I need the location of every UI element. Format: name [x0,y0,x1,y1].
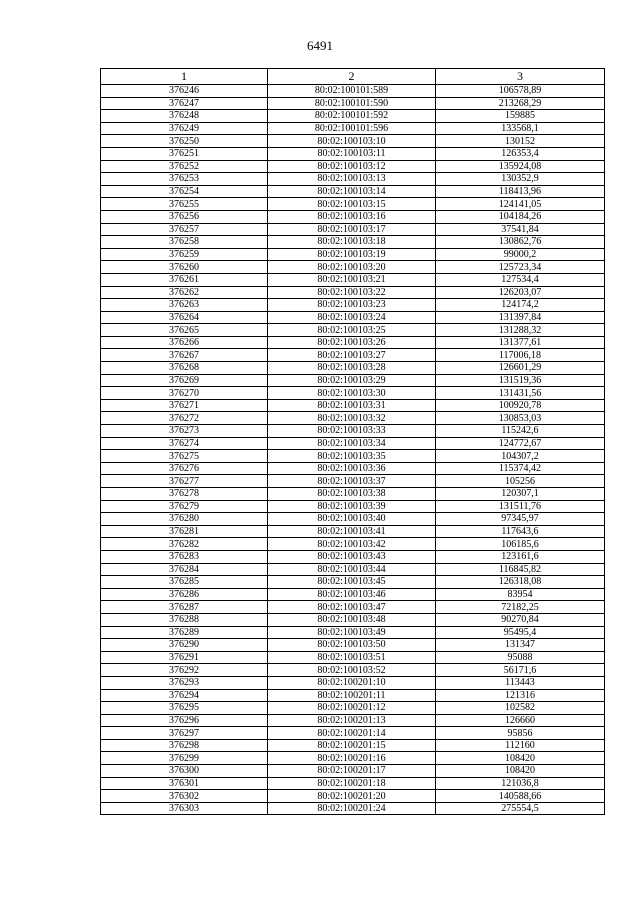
value-cell: 126353,4 [436,147,605,160]
table-row [101,513,605,526]
value-cell: 56171,6 [436,664,605,677]
cadastral-id-cell: 80:02:100103:13 [268,173,436,186]
row-number-cell: 376290 [101,639,268,652]
cadastral-id-cell: 80:02:100103:30 [268,387,436,400]
row-number-cell: 376255 [101,198,268,211]
value-cell: 125723,34 [436,261,605,274]
value-cell: 102582 [436,702,605,715]
row-number-cell: 376266 [101,336,268,349]
row-number-cell: 376264 [101,311,268,324]
value-cell: 99000,2 [436,248,605,261]
value-cell: 106185,6 [436,538,605,551]
value-cell: 126601,29 [436,362,605,375]
cadastral-id-cell: 80:02:100103:29 [268,374,436,387]
row-number-cell: 376257 [101,223,268,236]
table-row [101,248,605,261]
row-number-cell: 376248 [101,110,268,123]
row-number-cell: 376247 [101,97,268,110]
table-row [101,173,605,186]
value-cell: 131288,32 [436,324,605,337]
table-row [101,588,605,601]
row-number-cell: 376256 [101,210,268,223]
cadastral-id-cell: 80:02:100103:14 [268,185,436,198]
table-row [101,273,605,286]
value-cell: 108420 [436,765,605,778]
table-row [101,752,605,765]
table-row [101,626,605,639]
table-row [101,689,605,702]
value-cell: 72182,25 [436,601,605,614]
table-row [101,160,605,173]
cadastral-id-cell: 80:02:100103:19 [268,248,436,261]
value-cell: 90270,84 [436,613,605,626]
table-row [101,777,605,790]
row-number-cell: 376254 [101,185,268,198]
table-row [101,236,605,249]
cadastral-id-cell: 80:02:100103:51 [268,651,436,664]
table-row [101,387,605,400]
table-header-row [101,69,605,85]
cadastral-id-cell: 80:02:100201:17 [268,765,436,778]
table-row [101,450,605,463]
value-cell: 131511,76 [436,500,605,513]
row-number-cell: 376278 [101,488,268,501]
value-cell: 126318,08 [436,576,605,589]
value-cell: 108420 [436,752,605,765]
table-row [101,336,605,349]
value-cell: 131519,36 [436,374,605,387]
table-row [101,97,605,110]
row-number-cell: 376268 [101,362,268,375]
row-number-cell: 376282 [101,538,268,551]
value-cell: 133568,1 [436,122,605,135]
table-row [101,362,605,375]
cadastral-id-cell: 80:02:100103:10 [268,135,436,148]
row-number-cell: 376273 [101,425,268,438]
table-row [101,576,605,589]
table-row [101,85,605,98]
value-cell: 95495,4 [436,626,605,639]
cadastral-id-cell: 80:02:100103:18 [268,236,436,249]
row-number-cell: 376301 [101,777,268,790]
table-row [101,299,605,312]
cadastral-value-table [100,68,605,815]
value-cell: 131431,56 [436,387,605,400]
table-row [101,739,605,752]
row-number-cell: 376284 [101,563,268,576]
value-cell: 115374,42 [436,462,605,475]
cadastral-id-cell: 80:02:100101:592 [268,110,436,123]
cadastral-id-cell: 80:02:100103:44 [268,563,436,576]
table-row [101,198,605,211]
table-row [101,525,605,538]
row-number-cell: 376303 [101,802,268,815]
column-header-cadastral-id: 2 [268,69,436,85]
value-cell: 106578,89 [436,85,605,98]
cadastral-id-cell: 80:02:100201:20 [268,790,436,803]
row-number-cell: 376260 [101,261,268,274]
cadastral-id-cell: 80:02:100103:39 [268,500,436,513]
cadastral-id-cell: 80:02:100201:16 [268,752,436,765]
cadastral-id-cell: 80:02:100103:16 [268,210,436,223]
cadastral-id-cell: 80:02:100103:34 [268,437,436,450]
table-row [101,765,605,778]
cadastral-id-cell: 80:02:100201:14 [268,727,436,740]
table-row [101,488,605,501]
row-number-cell: 376299 [101,752,268,765]
table-row [101,399,605,412]
value-cell: 121036,8 [436,777,605,790]
cadastral-id-cell: 80:02:100103:15 [268,198,436,211]
table-row [101,563,605,576]
table-row [101,601,605,614]
table-row [101,802,605,815]
cadastral-id-cell: 80:02:100103:48 [268,613,436,626]
cadastral-id-cell: 80:02:100103:40 [268,513,436,526]
value-cell: 213268,29 [436,97,605,110]
row-number-cell: 376281 [101,525,268,538]
value-cell: 112160 [436,739,605,752]
row-number-cell: 376267 [101,349,268,362]
cadastral-id-cell: 80:02:100103:20 [268,261,436,274]
cadastral-id-cell: 80:02:100201:12 [268,702,436,715]
table-row [101,613,605,626]
value-cell: 83954 [436,588,605,601]
cadastral-id-cell: 80:02:100103:26 [268,336,436,349]
row-number-cell: 376302 [101,790,268,803]
value-cell: 100920,78 [436,399,605,412]
row-number-cell: 376293 [101,676,268,689]
table-row [101,110,605,123]
cadastral-id-cell: 80:02:100103:45 [268,576,436,589]
cadastral-id-cell: 80:02:100103:33 [268,425,436,438]
row-number-cell: 376251 [101,147,268,160]
cadastral-id-cell: 80:02:100103:43 [268,550,436,563]
table-row [101,790,605,803]
cadastral-id-cell: 80:02:100103:21 [268,273,436,286]
table-row [101,286,605,299]
row-number-cell: 376250 [101,135,268,148]
value-cell: 275554,5 [436,802,605,815]
row-number-cell: 376279 [101,500,268,513]
value-cell: 126660 [436,714,605,727]
table-row [101,122,605,135]
table-row [101,311,605,324]
row-number-cell: 376292 [101,664,268,677]
column-header-number: 1 [101,69,268,85]
cadastral-id-cell: 80:02:100103:50 [268,639,436,652]
table-row [101,727,605,740]
value-cell: 104307,2 [436,450,605,463]
table-row [101,639,605,652]
value-cell: 37541,84 [436,223,605,236]
table-row [101,185,605,198]
row-number-cell: 376274 [101,437,268,450]
cadastral-id-cell: 80:02:100103:36 [268,462,436,475]
page-number: 6491 [307,38,333,53]
value-cell: 123161,6 [436,550,605,563]
row-number-cell: 376270 [101,387,268,400]
cadastral-id-cell: 80:02:100201:24 [268,802,436,815]
row-number-cell: 376276 [101,462,268,475]
row-number-cell: 376300 [101,765,268,778]
cadastral-id-cell: 80:02:100103:27 [268,349,436,362]
table-row [101,437,605,450]
cadastral-id-cell: 80:02:100103:12 [268,160,436,173]
row-number-cell: 376269 [101,374,268,387]
row-number-cell: 376246 [101,85,268,98]
cadastral-id-cell: 80:02:100103:47 [268,601,436,614]
row-number-cell: 376289 [101,626,268,639]
cadastral-id-cell: 80:02:100103:41 [268,525,436,538]
table-row [101,374,605,387]
table-row [101,500,605,513]
row-number-cell: 376294 [101,689,268,702]
row-number-cell: 376291 [101,651,268,664]
value-cell: 115242,6 [436,425,605,438]
table-row [101,425,605,438]
table-row [101,412,605,425]
row-number-cell: 376288 [101,613,268,626]
table-row [101,702,605,715]
value-cell: 97345,97 [436,513,605,526]
cadastral-id-cell: 80:02:100201:15 [268,739,436,752]
row-number-cell: 376286 [101,588,268,601]
value-cell: 130152 [436,135,605,148]
row-number-cell: 376271 [101,399,268,412]
cadastral-id-cell: 80:02:100103:37 [268,475,436,488]
row-number-cell: 376253 [101,173,268,186]
cadastral-id-cell: 80:02:100103:11 [268,147,436,160]
value-cell: 113443 [436,676,605,689]
value-cell: 126203,07 [436,286,605,299]
table-row [101,676,605,689]
row-number-cell: 376275 [101,450,268,463]
value-cell: 140588,66 [436,790,605,803]
row-number-cell: 376283 [101,550,268,563]
table-row [101,475,605,488]
value-cell: 159885 [436,110,605,123]
value-cell: 130352,9 [436,173,605,186]
value-cell: 121316 [436,689,605,702]
cadastral-id-cell: 80:02:100101:590 [268,97,436,110]
value-cell: 131397,84 [436,311,605,324]
cadastral-id-cell: 80:02:100201:18 [268,777,436,790]
cadastral-id-cell: 80:02:100103:23 [268,299,436,312]
row-number-cell: 376297 [101,727,268,740]
row-number-cell: 376263 [101,299,268,312]
column-header-value: 3 [436,69,605,85]
row-number-cell: 376280 [101,513,268,526]
table-row [101,135,605,148]
row-number-cell: 376249 [101,122,268,135]
row-number-cell: 376262 [101,286,268,299]
cadastral-id-cell: 80:02:100101:596 [268,122,436,135]
row-number-cell: 376296 [101,714,268,727]
cadastral-id-cell: 80:02:100103:46 [268,588,436,601]
value-cell: 105256 [436,475,605,488]
cadastral-id-cell: 80:02:100103:49 [268,626,436,639]
row-number-cell: 376258 [101,236,268,249]
row-number-cell: 376298 [101,739,268,752]
table-body [101,85,605,815]
table-row [101,714,605,727]
table-row [101,651,605,664]
cadastral-id-cell: 80:02:100103:32 [268,412,436,425]
value-cell: 135924,08 [436,160,605,173]
cadastral-id-cell: 80:02:100201:11 [268,689,436,702]
row-number-cell: 376285 [101,576,268,589]
table-row [101,550,605,563]
cadastral-id-cell: 80:02:100103:24 [268,311,436,324]
value-cell: 124174,2 [436,299,605,312]
row-number-cell: 376261 [101,273,268,286]
value-cell: 118413,96 [436,185,605,198]
cadastral-id-cell: 80:02:100201:13 [268,714,436,727]
value-cell: 95856 [436,727,605,740]
table-row [101,664,605,677]
cadastral-id-cell: 80:02:100101:589 [268,85,436,98]
value-cell: 116845,82 [436,563,605,576]
row-number-cell: 376277 [101,475,268,488]
cadastral-id-cell: 80:02:100103:22 [268,286,436,299]
cadastral-id-cell: 80:02:100103:31 [268,399,436,412]
value-cell: 117643,6 [436,525,605,538]
cadastral-id-cell: 80:02:100103:17 [268,223,436,236]
table-row [101,324,605,337]
value-cell: 124772,67 [436,437,605,450]
row-number-cell: 376252 [101,160,268,173]
cadastral-id-cell: 80:02:100103:38 [268,488,436,501]
value-cell: 124141,05 [436,198,605,211]
cadastral-id-cell: 80:02:100103:35 [268,450,436,463]
value-cell: 120307,1 [436,488,605,501]
value-cell: 104184,26 [436,210,605,223]
table-row [101,538,605,551]
table-row [101,261,605,274]
row-number-cell: 376265 [101,324,268,337]
row-number-cell: 376259 [101,248,268,261]
value-cell: 95088 [436,651,605,664]
cadastral-id-cell: 80:02:100201:10 [268,676,436,689]
value-cell: 131347 [436,639,605,652]
row-number-cell: 376287 [101,601,268,614]
cadastral-id-cell: 80:02:100103:28 [268,362,436,375]
value-cell: 131377,61 [436,336,605,349]
row-number-cell: 376272 [101,412,268,425]
cadastral-id-cell: 80:02:100103:25 [268,324,436,337]
table-row [101,223,605,236]
cadastral-id-cell: 80:02:100103:42 [268,538,436,551]
value-cell: 117006,18 [436,349,605,362]
value-cell: 130853,03 [436,412,605,425]
value-cell: 130862,76 [436,236,605,249]
table-row [101,147,605,160]
row-number-cell: 376295 [101,702,268,715]
value-cell: 127534,4 [436,273,605,286]
table-row [101,210,605,223]
table-row [101,349,605,362]
table-row [101,462,605,475]
cadastral-id-cell: 80:02:100103:52 [268,664,436,677]
